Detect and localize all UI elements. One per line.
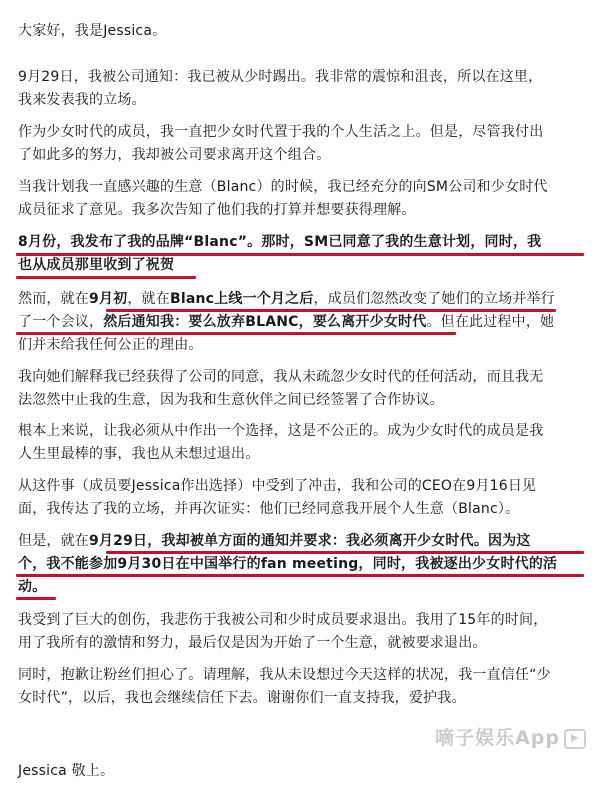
highlight-underline [16, 253, 584, 256]
paragraph-7: 根本上来说，让我必须从中作出一个选择，这是不公正的。成为少女时代的成员是我 人生里最棒的事，我也从未想过退出。 [18, 423, 544, 462]
highlight-underline [16, 597, 56, 600]
highlight-underline [106, 551, 584, 554]
highlight-underline [16, 574, 584, 577]
paragraph-10: 我受到了巨大的创伤，我悲伤于我被公司和少时成员要求退出。我用了15年的时间， 用了我所有的激情和努力，最后仅是因为开始了一个生意，就被要求退出。 [18, 612, 548, 651]
paragraph-11: 同时，抱歉让粉丝们担心了。请理解，我从未设想过今天这样的状况，我一直信任“少 女时代”，以后，我也会继续信任下去。谢谢你们一直支持我，爱护我。 [18, 667, 551, 706]
greeting: 大家好，我是Jessica。 [18, 23, 167, 39]
paragraph-1: 9月29日，我被公司通知：我已被从少时踢出。我非常的震惊和沮丧，所以在这里， 我来发表我的立场。 [18, 69, 543, 108]
signature: Jessica 敬上。 [18, 763, 115, 779]
play-icon [564, 729, 586, 749]
paragraph-5: 然而，就在9月初，就在Blanc上线一个月之后，成员们忽然改变了她们的立场并举行 了一个会议，然后通知我：要么放弃BLANC，要么离开少女时代。但在此过程中，她 们并未给我任何公正的理由。 [18, 291, 555, 353]
paragraph-3: 当我计划我一直感兴趣的生意（Blanc）的时候，我已经充分的向SM公司和少女时代 成员征求了意见。我多次告知了他们我的打算并想要获得理解。 [18, 179, 548, 218]
paragraph-4-highlight: 8月份，我发布了我的品牌“Blanc”。那时，SM已同意了我的生意计划，同时，我 也从成员那里收到了祝贺 [18, 234, 542, 273]
watermark: 嘀子娱乐App [435, 723, 586, 750]
paragraph-6: 我向她们解释我已经获得了公司的同意，我从未疏忽少女时代的任何活动，而且我无 法忽然中止我的生意，因为我和生意伙伴之间已经签署了合作协议。 [18, 369, 544, 408]
paragraph-8: 从这件事（成员要Jessica作出选择）中受到了冲击，我和公司的CEO在9月16日见 面，我传达了我的立场，并再次证实：他们已经同意我开展个人生意（Blanc）。 [18, 478, 537, 517]
highlight-underline [16, 276, 196, 279]
highlight-underline [16, 332, 456, 335]
paragraph-2: 作为少女时代的成员，我一直把少女时代置于我的个人生活之上。但是，尽管我付出 了如此多的努力，我却被公司要求离开这个组合。 [18, 124, 544, 163]
highlight-underline [106, 309, 556, 312]
paragraph-9: 但是，就在9月29日，我却被单方面的通知并要求：我必须离开少女时代。因为这 个，我不能参加9月30日在中国举行的fan meeting，同时，我被逐出少女时代的活 动。 [18, 533, 558, 595]
